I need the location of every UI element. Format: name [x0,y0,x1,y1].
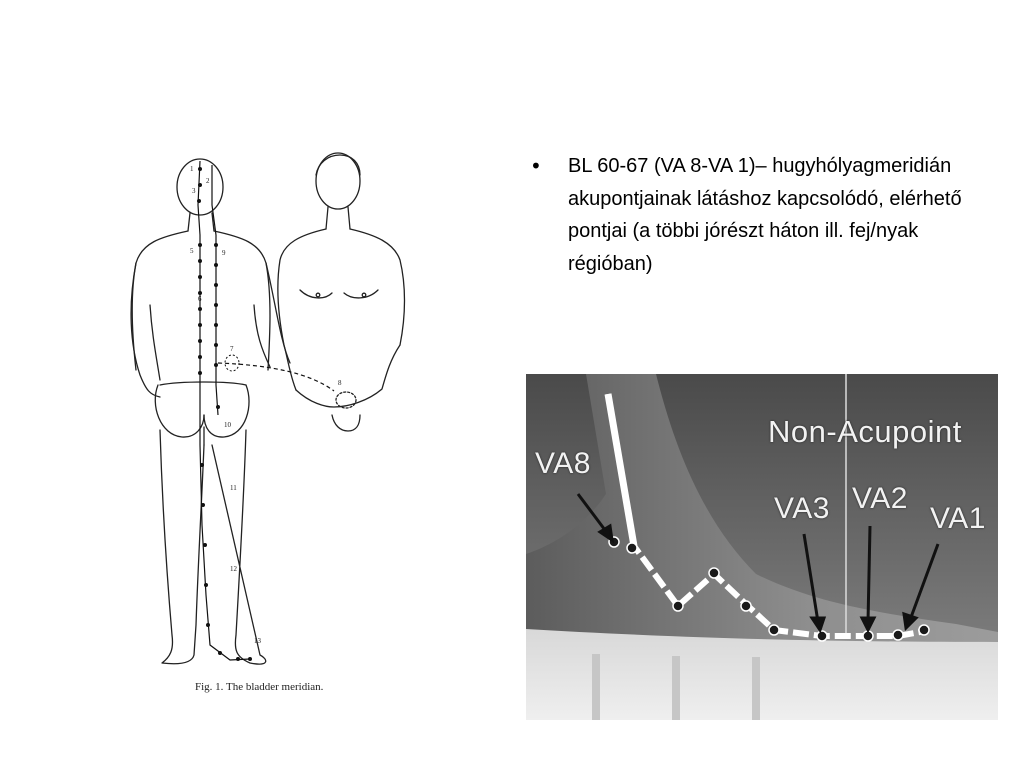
point-label-5: 5 [190,247,194,255]
label-va2: VA2 [852,482,908,515]
label-va3: VA3 [774,492,830,525]
point-label-9: 9 [222,249,226,257]
photo-title-non-acupoint: Non-Acupoint [768,414,962,449]
point-label-2: 2 [206,177,210,185]
bullet-marker: • [530,154,542,178]
point-label-3: 3 [192,187,196,195]
point-label-12: 12 [230,565,237,573]
figure-caption: Fig. 1. The bladder meridian. [195,681,324,693]
bladder-meridian-figure [120,145,420,705]
bullet-text: BL 60-67 (VA 8-VA 1)– hugyhólyagmeridián akupontjainak látáshoz kapcsolódó, elérhető pontjai (a többi jórészt háton ill. fej/nyak régióban) [568,155,962,275]
label-va1: VA1 [930,502,986,535]
point-label-8: 8 [338,379,342,387]
point-label-10: 10 [224,421,231,429]
acupoint-photo [526,374,998,720]
point-label-11: 11 [230,484,237,492]
label-va8: VA8 [535,447,591,480]
bullet-list [530,150,990,280]
point-label-6: 6 [198,295,202,303]
point-label-7: 7 [230,345,234,353]
point-label-1: 1 [190,165,194,173]
point-label-13: 13 [254,637,261,645]
meridian-drawing [120,145,420,705]
